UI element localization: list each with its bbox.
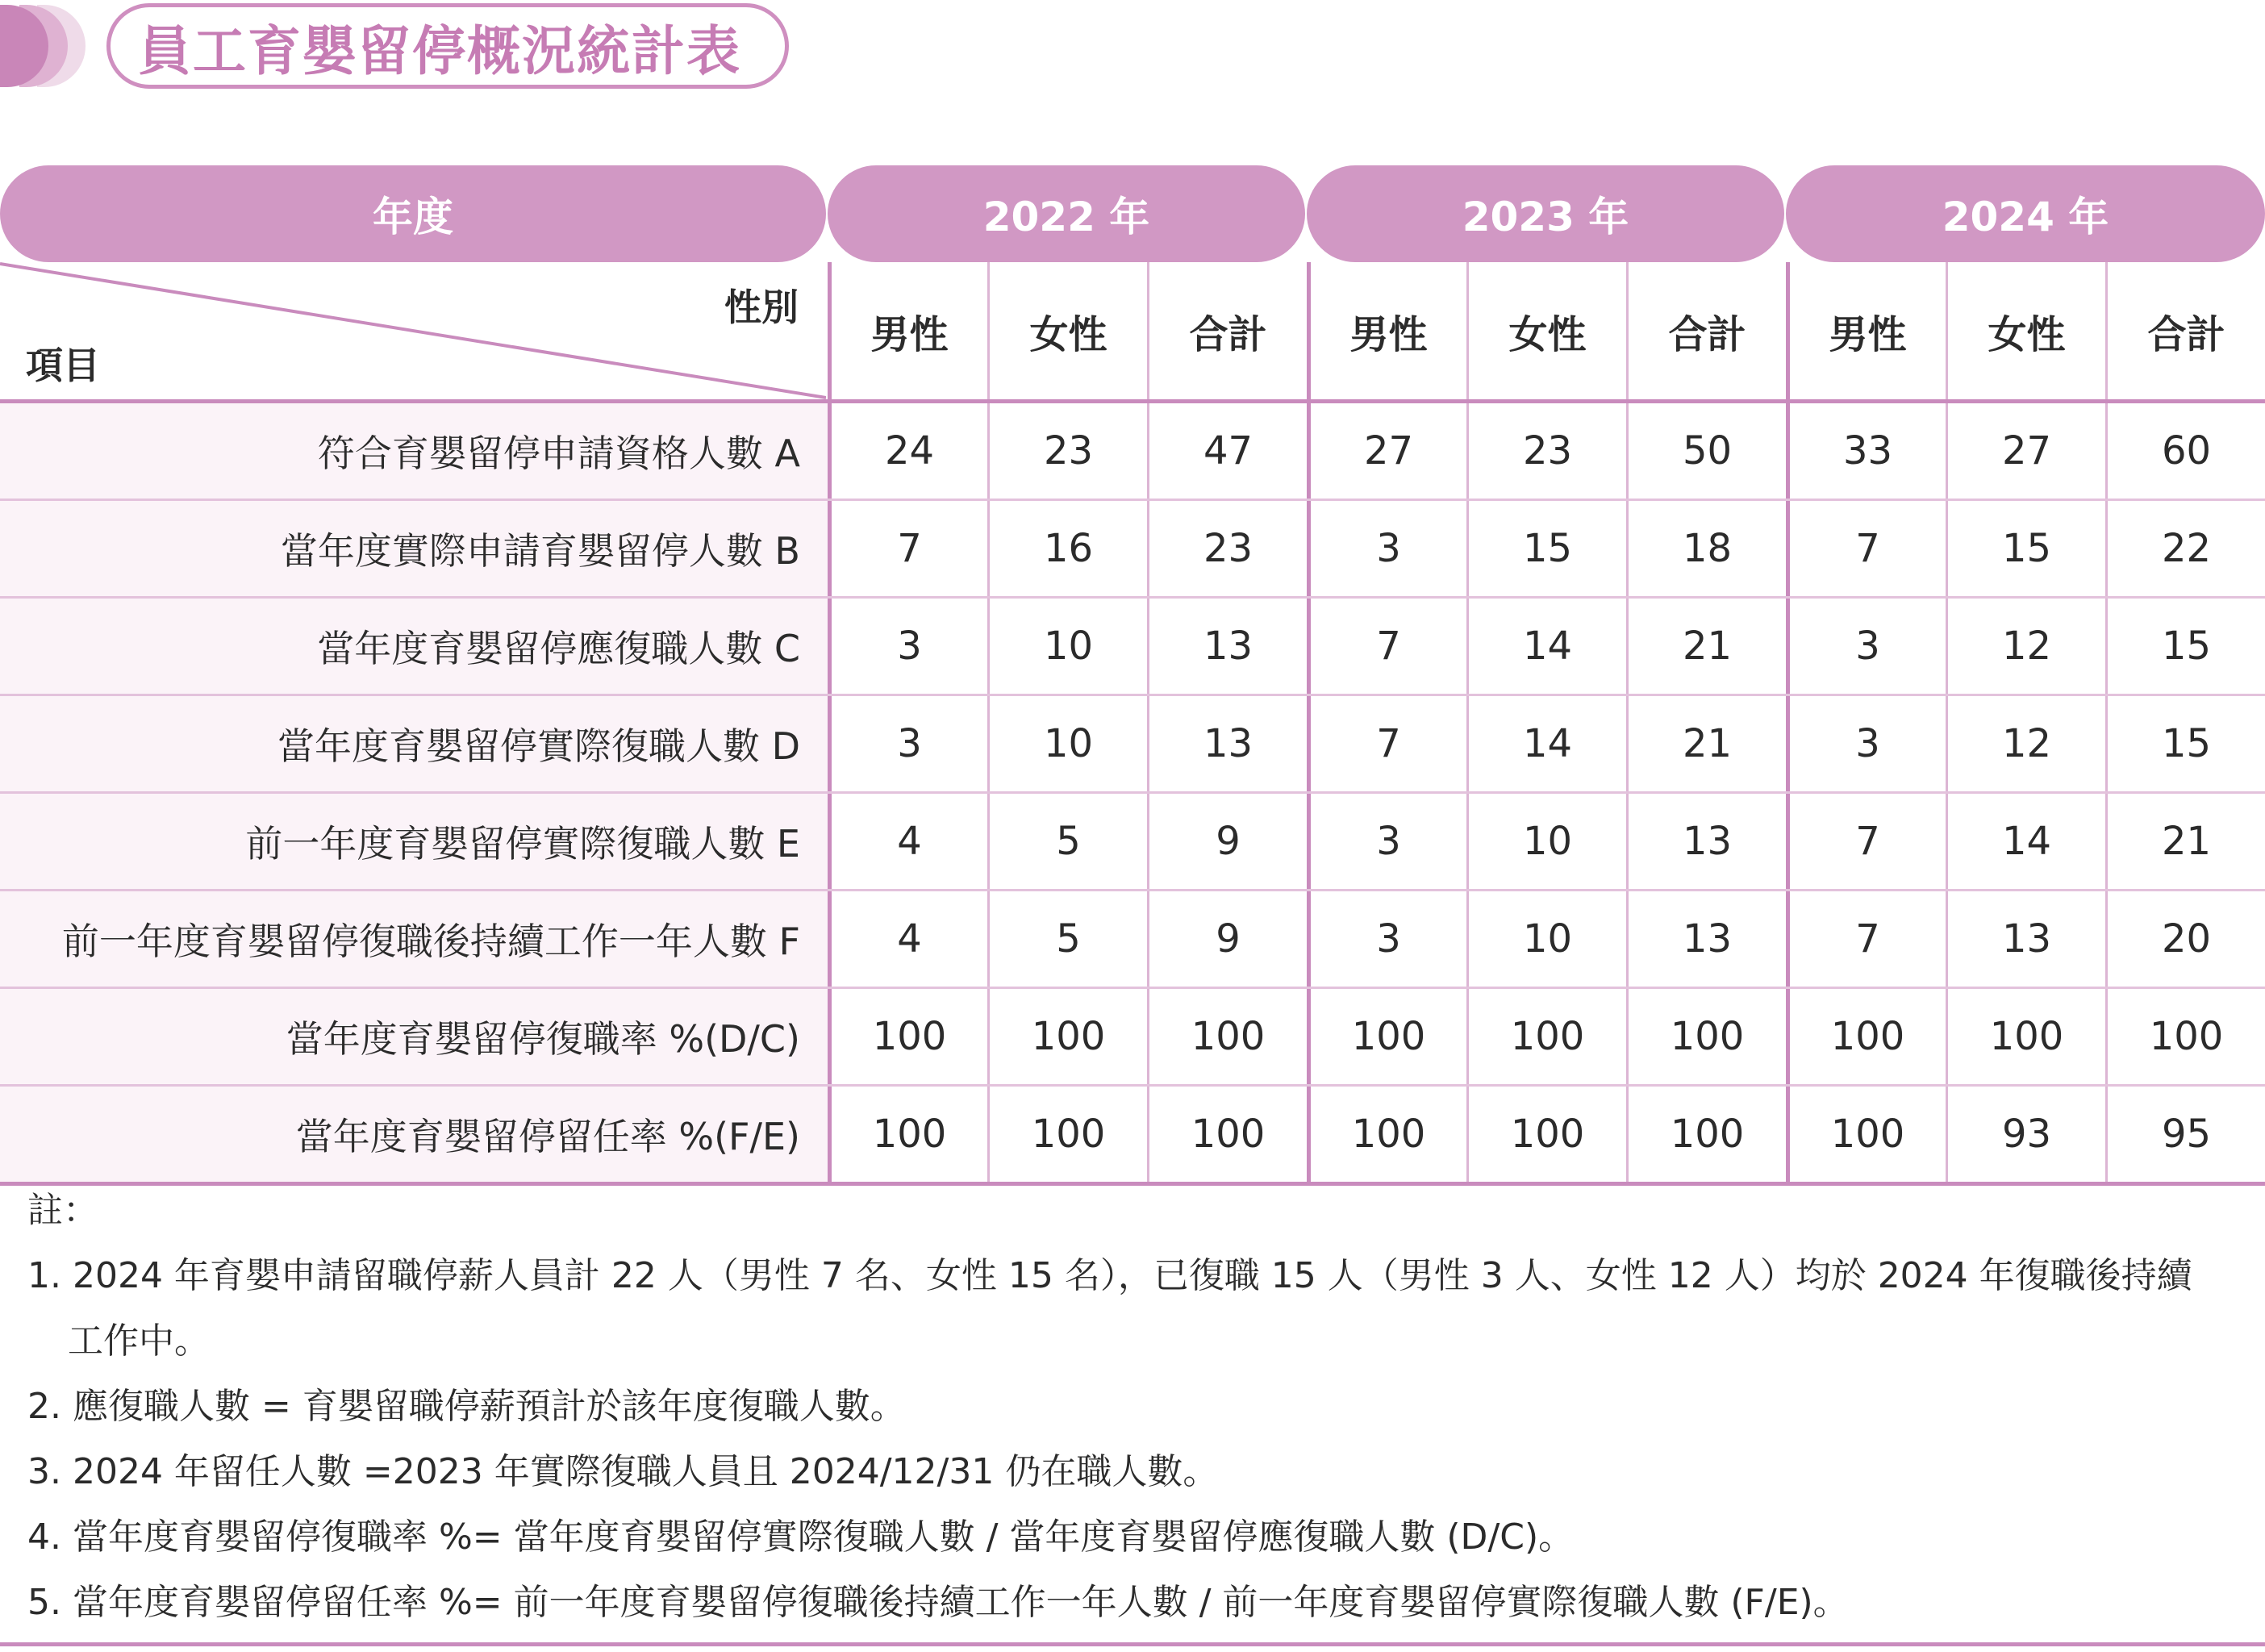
table-cell: 100 bbox=[1307, 989, 1466, 1084]
table-cell: 23 bbox=[1147, 501, 1307, 596]
table-body bbox=[0, 403, 2265, 1186]
gender-header: 女性 bbox=[987, 262, 1147, 399]
row-label: 當年度育嬰留停留任率 %(F/E) bbox=[0, 1087, 828, 1182]
table-cell: 100 bbox=[1307, 1087, 1466, 1182]
note-item: 1. 2024 年育嬰申請留職停薪人員計 22 人（男性 7 名、女性 15 名），已復職 15 人（男性 3 人、女性 12 人）均於 2024 年復職後持續 bbox=[27, 1255, 2192, 1296]
table-cell: 50 bbox=[1626, 403, 1786, 499]
table-cell: 100 bbox=[987, 1087, 1147, 1182]
table-cell: 7 bbox=[1786, 794, 1946, 889]
table-cell: 100 bbox=[2105, 989, 2265, 1084]
note-item-continuation: 工作中。 bbox=[68, 1320, 210, 1362]
table-cell: 24 bbox=[828, 403, 987, 499]
table-cell: 12 bbox=[1946, 599, 2105, 694]
note-item: 4. 當年度育嬰留停復職率 %= 當年度育嬰留停實際復職人數 / 當年度育嬰留停應復職人數 (D/C)。 bbox=[27, 1516, 1575, 1558]
bottom-divider bbox=[0, 1642, 2265, 1646]
table-cell: 3 bbox=[828, 599, 987, 694]
table-cell: 60 bbox=[2105, 403, 2265, 499]
table-row bbox=[0, 989, 2265, 1087]
gender-header: 合計 bbox=[2105, 262, 2265, 399]
table-cell: 10 bbox=[987, 696, 1147, 791]
table-cell: 3 bbox=[828, 696, 987, 791]
row-label: 前一年度育嬰留停復職後持續工作一年人數 F bbox=[0, 891, 828, 987]
table-cell: 14 bbox=[1466, 599, 1626, 694]
table-cell: 4 bbox=[828, 891, 987, 987]
statistics-table bbox=[0, 165, 2265, 1186]
notes-section bbox=[27, 1178, 2238, 1635]
row-label: 當年度實際申請育嬰留停人數 B bbox=[0, 501, 828, 596]
table-cell: 13 bbox=[1147, 599, 1307, 694]
table-cell: 9 bbox=[1147, 794, 1307, 889]
year-header-2023: 2023 年 bbox=[1307, 165, 1784, 262]
table-cell: 7 bbox=[1786, 501, 1946, 596]
table-cell: 7 bbox=[1307, 696, 1466, 791]
table-cell: 15 bbox=[1946, 501, 2105, 596]
table-cell: 14 bbox=[1946, 794, 2105, 889]
table-cell: 13 bbox=[1147, 696, 1307, 791]
table-cell: 7 bbox=[1786, 891, 1946, 987]
gender-header: 男性 bbox=[1786, 262, 1946, 399]
table-cell: 14 bbox=[1466, 696, 1626, 791]
table-cell: 7 bbox=[1307, 599, 1466, 694]
table-cell: 27 bbox=[1307, 403, 1466, 499]
table-row bbox=[0, 403, 2265, 501]
table-row bbox=[0, 1087, 2265, 1186]
table-cell: 13 bbox=[1946, 891, 2105, 987]
table-row bbox=[0, 891, 2265, 989]
table-cell: 15 bbox=[2105, 599, 2265, 694]
table-header-genders bbox=[0, 262, 2265, 403]
table-cell: 21 bbox=[2105, 794, 2265, 889]
item-label: 項目 bbox=[26, 344, 100, 387]
note-item: 3. 2024 年留任人數 =2023 年實際復職人員且 2024/12/31 仍在職人數。 bbox=[27, 1451, 1219, 1492]
table-cell: 100 bbox=[1946, 989, 2105, 1084]
table-cell: 100 bbox=[1466, 989, 1626, 1084]
table-cell: 20 bbox=[2105, 891, 2265, 987]
gender-header: 男性 bbox=[1307, 262, 1466, 399]
row-label: 符合育嬰留停申請資格人數 A bbox=[0, 403, 828, 499]
title-banner bbox=[0, 0, 807, 94]
table-row bbox=[0, 501, 2265, 599]
row-label: 當年度育嬰留停應復職人數 C bbox=[0, 599, 828, 694]
table-cell: 100 bbox=[1147, 1087, 1307, 1182]
year-header-2022: 2022 年 bbox=[828, 165, 1305, 262]
table-cell: 100 bbox=[1147, 989, 1307, 1084]
table-cell: 5 bbox=[987, 891, 1147, 987]
table-header-years bbox=[0, 165, 2265, 262]
year-column-header: 年度 bbox=[0, 165, 826, 262]
table-cell: 3 bbox=[1307, 794, 1466, 889]
diagonal-divider bbox=[0, 262, 826, 399]
table-row bbox=[0, 599, 2265, 696]
table-cell: 21 bbox=[1626, 599, 1786, 694]
table-cell: 10 bbox=[987, 599, 1147, 694]
row-label: 當年度育嬰留停實際復職人數 D bbox=[0, 696, 828, 791]
table-cell: 10 bbox=[1466, 891, 1626, 987]
table-cell: 10 bbox=[1466, 794, 1626, 889]
table-cell: 12 bbox=[1946, 696, 2105, 791]
gender-header: 女性 bbox=[1466, 262, 1626, 399]
table-cell: 100 bbox=[828, 1087, 987, 1182]
gender-header: 合計 bbox=[1147, 262, 1307, 399]
table-cell: 47 bbox=[1147, 403, 1307, 499]
table-cell: 100 bbox=[1626, 989, 1786, 1084]
year-header-2024: 2024 年 bbox=[1786, 165, 2265, 262]
gender-columns bbox=[828, 262, 2265, 399]
table-cell: 95 bbox=[2105, 1087, 2265, 1182]
notes-heading: 註： bbox=[27, 1190, 98, 1231]
table-cell: 27 bbox=[1946, 403, 2105, 499]
table-cell: 16 bbox=[987, 501, 1147, 596]
table-row bbox=[0, 696, 2265, 794]
table-cell: 100 bbox=[1466, 1087, 1626, 1182]
table-cell: 21 bbox=[1626, 696, 1786, 791]
table-cell: 9 bbox=[1147, 891, 1307, 987]
table-cell: 100 bbox=[1786, 989, 1946, 1084]
table-cell: 13 bbox=[1626, 891, 1786, 987]
diagonal-header-cell bbox=[0, 262, 826, 399]
page-title: 員工育嬰留停概況統計表 bbox=[138, 19, 741, 82]
table-cell: 22 bbox=[2105, 501, 2265, 596]
table-cell: 100 bbox=[1626, 1087, 1786, 1182]
table-cell: 93 bbox=[1946, 1087, 2105, 1182]
gender-header: 合計 bbox=[1626, 262, 1786, 399]
table-cell: 4 bbox=[828, 794, 987, 889]
table-cell: 3 bbox=[1786, 599, 1946, 694]
table-cell: 5 bbox=[987, 794, 1147, 889]
table-cell: 3 bbox=[1786, 696, 1946, 791]
table-row bbox=[0, 794, 2265, 891]
table-cell: 100 bbox=[1786, 1087, 1946, 1182]
note-item: 5. 當年度育嬰留停留任率 %= 前一年度育嬰留停復職後持續工作一年人數 / 前一年度育嬰留停實際復職人數 (F/E)。 bbox=[27, 1582, 1849, 1623]
table-cell: 7 bbox=[828, 501, 987, 596]
title-pill bbox=[106, 3, 789, 89]
note-item: 2. 應復職人數 = 育嬰留職停薪預計於該年度復職人數。 bbox=[27, 1386, 906, 1427]
table-cell: 23 bbox=[987, 403, 1147, 499]
table-cell: 13 bbox=[1626, 794, 1786, 889]
table-cell: 33 bbox=[1786, 403, 1946, 499]
table-cell: 3 bbox=[1307, 501, 1466, 596]
table-cell: 15 bbox=[1466, 501, 1626, 596]
table-cell: 15 bbox=[2105, 696, 2265, 791]
table-cell: 100 bbox=[987, 989, 1147, 1084]
table-cell: 18 bbox=[1626, 501, 1786, 596]
gender-header: 男性 bbox=[828, 262, 987, 399]
table-cell: 23 bbox=[1466, 403, 1626, 499]
row-label: 前一年度育嬰留停實際復職人數 E bbox=[0, 794, 828, 889]
row-label: 當年度育嬰留停復職率 %(D/C) bbox=[0, 989, 828, 1084]
table-cell: 100 bbox=[828, 989, 987, 1084]
gender-header: 女性 bbox=[1946, 262, 2105, 399]
gender-label: 性別 bbox=[724, 286, 799, 329]
table-cell: 3 bbox=[1307, 891, 1466, 987]
